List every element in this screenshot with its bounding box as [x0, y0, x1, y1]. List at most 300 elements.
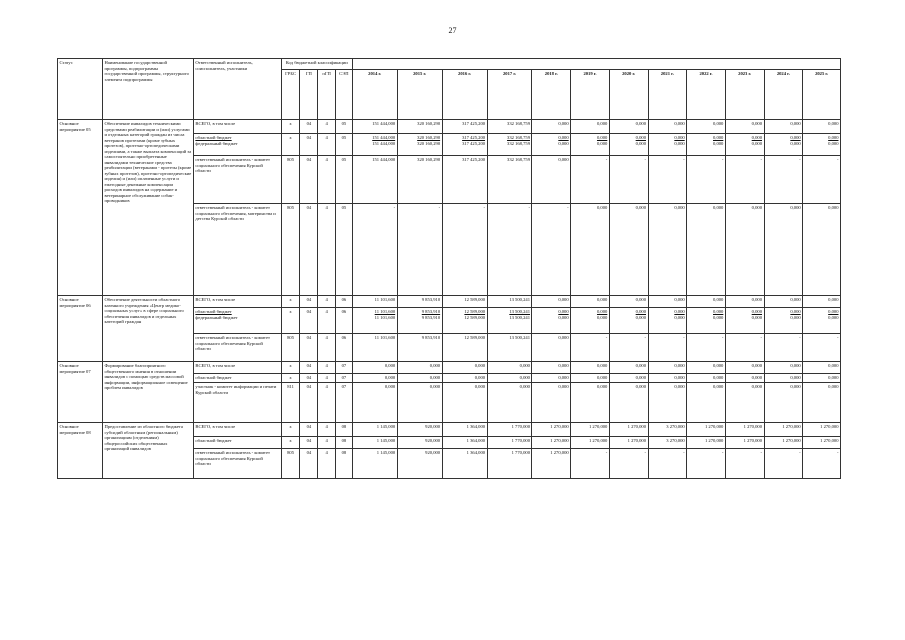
value-cell: 0,000 — [687, 120, 726, 134]
value-cell: 0,000 — [397, 362, 442, 374]
header-year: 2014 г. — [352, 70, 397, 120]
executor-cell: ответственный исполнитель - комитет социального обеспечения Курской области — [193, 156, 281, 204]
value-cell — [803, 308, 841, 334]
code-cell: 04 — [300, 134, 318, 156]
value-cell: 0,000 — [648, 362, 687, 374]
value: 0,000 — [596, 309, 608, 314]
value: 0,000 — [558, 140, 569, 146]
code-cell: 4 — [318, 204, 336, 296]
code-cell: х — [281, 296, 300, 308]
value-cell: 1 270,000 — [764, 437, 803, 449]
value: 320 160,290 — [417, 140, 441, 146]
value-cell: 332 168,759 — [487, 120, 532, 134]
value: 0,000 — [674, 135, 685, 140]
value-cell: 0,000 — [648, 383, 687, 423]
code-cell: 04 — [300, 423, 318, 437]
name-cell: Формирование благоприятного общественного мнения в отношении инвалидов с помощью средств массовой информации, информационное освещение проблем инвалидов — [102, 362, 193, 423]
executor-cell: ВСЕГО, в том числе — [193, 120, 281, 134]
value-cell: 1 770,000 — [487, 449, 532, 479]
value-cell: - — [725, 334, 764, 362]
code-cell: 04 — [300, 308, 318, 334]
value-cell: 0,000 — [687, 296, 726, 308]
value-cell — [487, 134, 532, 156]
code-cell: 05 — [336, 120, 353, 134]
header-year: 2017 г. — [487, 70, 532, 120]
code-cell: 04 — [300, 296, 318, 308]
value: 0,000 — [751, 135, 763, 140]
value-cell: 0,000 — [397, 383, 442, 423]
value: 0,000 — [674, 140, 685, 146]
value-cell: 0,000 — [803, 374, 841, 383]
value-cell: - — [803, 334, 841, 362]
code-cell: 08 — [336, 449, 353, 479]
value-cell: 1 270,000 — [725, 437, 764, 449]
code-cell: х — [281, 308, 300, 334]
value-cell — [532, 308, 571, 334]
value-cell: - — [725, 449, 764, 479]
value-cell: 151 444,000 — [352, 120, 397, 134]
value: 0,000 — [558, 314, 569, 320]
code-cell: х — [281, 120, 300, 134]
value-cell — [725, 134, 764, 156]
header-year: 2016 г. — [442, 70, 487, 120]
code-cell: 04 — [300, 374, 318, 383]
header-executor: Ответственный исполнитель, соисполнитель, участники — [193, 59, 281, 120]
value: 317 425,200 — [462, 135, 486, 140]
status-cell: Основное мероприятие 07 — [58, 362, 103, 423]
value-cell: 1 770,000 — [487, 423, 532, 437]
table-body — [58, 120, 841, 479]
value: 9 853,910 — [421, 314, 441, 320]
code-cell: 07 — [336, 383, 353, 423]
code-cell: 4 — [318, 334, 336, 362]
value-cell: 0,000 — [532, 334, 571, 362]
value-cell: - — [532, 204, 571, 296]
value-cell: 0,000 — [764, 204, 803, 296]
value-cell: 0,000 — [442, 383, 487, 423]
header-year: 2021 г. — [648, 70, 687, 120]
code-cell: 811 — [281, 383, 300, 423]
header-code: ГРБС — [281, 70, 300, 120]
executor-label: областной бюджет — [195, 135, 232, 140]
value-cell: 3 270,000 — [648, 437, 687, 449]
value-cell: 0,000 — [687, 374, 726, 383]
value: 11 101,600 — [374, 314, 396, 320]
value: 0,000 — [828, 314, 839, 320]
executor-cell: ответственный исполнитель - комитет социального обеспечения Курской области — [193, 334, 281, 362]
header-name: Наименование государственной программы, подпрограммы государственной программы, структурного элемента подпрограммы — [102, 59, 193, 120]
value-cell: 0,000 — [532, 362, 571, 374]
value: 0,000 — [635, 309, 646, 314]
value-cell — [532, 134, 571, 156]
value-cell: - — [803, 449, 841, 479]
value-cell: 0,000 — [803, 362, 841, 374]
header-year: 2018 г. — [532, 70, 571, 120]
value: 0,000 — [596, 135, 608, 140]
value-cell: 0,000 — [487, 362, 532, 374]
value: 0,000 — [751, 314, 763, 320]
value-cell — [487, 308, 532, 334]
value-cell: - — [648, 334, 687, 362]
code-cell: 05 — [336, 204, 353, 296]
code-cell: 07 — [336, 362, 353, 374]
value: 0,000 — [751, 140, 763, 146]
value-cell: - — [764, 449, 803, 479]
value-cell — [609, 134, 648, 156]
value-cell: 0,000 — [803, 120, 841, 134]
value-cell: 1 270,000 — [571, 423, 610, 437]
executor-cell: ВСЕГО, в том числе — [193, 296, 281, 308]
code-cell: 04 — [300, 449, 318, 479]
value-cell: 12 589,000 — [442, 334, 487, 362]
value-cell: 0,000 — [609, 362, 648, 374]
value-cell: 332 168,759 — [487, 156, 532, 204]
value-cell: 0,000 — [352, 362, 397, 374]
table-header — [58, 59, 841, 120]
value-cell: 1 270,000 — [532, 437, 571, 449]
value: 332 168,759 — [507, 135, 530, 140]
value-cell: 0,000 — [571, 362, 610, 374]
value-cell: 0,000 — [764, 120, 803, 134]
value-cell: - — [648, 156, 687, 204]
value-cell: 317 425,200 — [442, 156, 487, 204]
code-cell: 4 — [318, 296, 336, 308]
value: 0,000 — [635, 314, 646, 320]
executor-cell: ответственный исполнитель - комитет социального обеспечения Курской области — [193, 449, 281, 479]
value: 0,000 — [596, 314, 608, 320]
code-cell: 04 — [300, 334, 318, 362]
header-year: 2022 г. — [687, 70, 726, 120]
value-cell: 1 270,000 — [725, 423, 764, 437]
value: 0,000 — [790, 309, 801, 314]
value-cell: 320 160,290 — [397, 120, 442, 134]
value-cell: - — [609, 156, 648, 204]
value-cell: 0,000 — [725, 383, 764, 423]
value-cell: 0,000 — [725, 204, 764, 296]
value-cell — [648, 134, 687, 156]
executor-cell: ВСЕГО, в том числе — [193, 362, 281, 374]
value-cell: - — [571, 156, 610, 204]
code-cell: 805 — [281, 156, 300, 204]
code-cell: 07 — [336, 374, 353, 383]
value: 320 160,290 — [417, 135, 441, 140]
header-year: 2019 г. — [571, 70, 610, 120]
value: 13 500,241 — [509, 314, 530, 320]
value-cell: - — [725, 156, 764, 204]
executor-label: областной бюджет — [195, 309, 232, 314]
value-cell — [803, 134, 841, 156]
value-cell: 1 270,000 — [609, 423, 648, 437]
value-cell — [687, 308, 726, 334]
value-cell: 0,000 — [442, 362, 487, 374]
code-cell: 4 — [318, 437, 336, 449]
value-cell: 13 500,241 — [487, 334, 532, 362]
value: 0,000 — [635, 135, 646, 140]
value-cell: 920,000 — [397, 423, 442, 437]
value-cell: 0,000 — [532, 383, 571, 423]
code-cell: х — [281, 437, 300, 449]
header-year: 2024 г. — [764, 70, 803, 120]
value-cell: 0,000 — [532, 120, 571, 134]
header-code: СЭП — [336, 70, 353, 120]
name-cell: Обеспечение инвалидов техническими средствами реабилитации и (или) услугами и отдельных категорий граждан из числа ветеранов протезами (кроме зубных протезов), протезно-ортопедическими изделиями, а также выплата компенсаций за самостоятельно приобретенные инвалидами технические средства реабилитации (ветеранами - протезы (кроме зубных протезов), протезно-ортопедические изделия) и (или) оплаченные услуги и ежегодные денежные компенсации расходов инвалидов на содержание и ветеринарное обслуживание собак-проводников — [102, 120, 193, 296]
value-cell: 0,000 — [532, 296, 571, 308]
value-cell: 0,000 — [397, 374, 442, 383]
value-cell: - — [687, 334, 726, 362]
value-cell: 13 500,241 — [487, 296, 532, 308]
header-year: 2015 г. — [397, 70, 442, 120]
value-cell: 151 444,000 — [352, 156, 397, 204]
name-cell: Предоставление из областного бюджета субсидий областным (региональным) организациям (отделениям) общероссийских общественных организаций инвалидов — [102, 423, 193, 479]
value-cell — [352, 134, 397, 156]
value: 0,000 — [713, 135, 724, 140]
page-number: 27 — [448, 26, 457, 35]
value-cell: - — [609, 334, 648, 362]
value-cell — [648, 308, 687, 334]
value: 0,000 — [751, 309, 763, 314]
code-cell: 04 — [300, 204, 318, 296]
table-row — [58, 296, 841, 308]
code-cell: 04 — [300, 120, 318, 134]
value-cell: 0,000 — [648, 296, 687, 308]
value-cell: 1 270,000 — [571, 437, 610, 449]
value-cell: 0,000 — [609, 296, 648, 308]
executor-label: федеральный бюджет — [195, 140, 238, 146]
value-cell: - — [764, 334, 803, 362]
value-cell: 0,000 — [803, 204, 841, 296]
code-cell: 05 — [336, 156, 353, 204]
code-cell: 04 — [300, 437, 318, 449]
value-cell: 9 853,910 — [397, 296, 442, 308]
value-cell — [442, 134, 487, 156]
value-cell: - — [571, 449, 610, 479]
value: 11 101,600 — [374, 309, 396, 314]
value: 0,000 — [674, 309, 685, 314]
header-budget-code: Код бюджетной классификации — [281, 59, 352, 70]
value-cell — [609, 308, 648, 334]
value-cell: 1 270,000 — [687, 437, 726, 449]
code-cell: 06 — [336, 308, 353, 334]
value-cell: 0,000 — [571, 374, 610, 383]
value-cell: 317 425,200 — [442, 120, 487, 134]
value: 0,000 — [828, 135, 839, 140]
code-cell: 805 — [281, 204, 300, 296]
code-cell: х — [281, 362, 300, 374]
value-cell: 11 101,600 — [352, 334, 397, 362]
value: 0,000 — [790, 135, 801, 140]
code-cell: 4 — [318, 362, 336, 374]
value-cell: 0,000 — [442, 374, 487, 383]
value-cell: - — [687, 156, 726, 204]
header-year: 2020 г. — [609, 70, 648, 120]
value-cell: 0,000 — [687, 362, 726, 374]
name-cell: Обеспечение деятельности областного казенного учреждения «Центр медико-социальных услуг» в сфере социального обеспечения инвалидов и отдельных категорий граждан — [102, 296, 193, 362]
value-cell: 0,000 — [571, 204, 610, 296]
code-cell: 08 — [336, 437, 353, 449]
value-cell: - — [803, 156, 841, 204]
code-cell: 4 — [318, 156, 336, 204]
code-cell: 04 — [300, 362, 318, 374]
value-cell: 0,000 — [487, 374, 532, 383]
value: 12 589,000 — [464, 309, 486, 314]
header-years-group — [352, 59, 840, 70]
value-cell: - — [687, 449, 726, 479]
value-cell: 0,000 — [687, 383, 726, 423]
value-cell: 0,000 — [725, 362, 764, 374]
value: 151 444,000 — [372, 135, 396, 140]
value-cell: 1 270,000 — [764, 423, 803, 437]
value-cell: 0,000 — [648, 204, 687, 296]
value: 0,000 — [713, 140, 724, 146]
value-cell: 1 145,000 — [352, 449, 397, 479]
value-cell: 0,000 — [609, 383, 648, 423]
code-cell: 805 — [281, 449, 300, 479]
executor-cell — [193, 308, 281, 334]
code-cell: 06 — [336, 296, 353, 308]
status-cell: Основное мероприятие 06 — [58, 296, 103, 362]
code-cell: 08 — [336, 423, 353, 437]
value-cell — [571, 308, 610, 334]
value-cell: 0,000 — [725, 374, 764, 383]
code-cell: 06 — [336, 334, 353, 362]
value-cell: 9 853,910 — [397, 334, 442, 362]
executor-cell: участник - комитет информации и печати Курской области — [193, 383, 281, 423]
value-cell: 1 364,000 — [442, 423, 487, 437]
value-cell: 0,000 — [532, 374, 571, 383]
value-cell: - — [764, 156, 803, 204]
value-cell: 1 270,000 — [532, 423, 571, 437]
value-cell: 0,000 — [648, 374, 687, 383]
code-cell: 05 — [336, 134, 353, 156]
value-cell: 11 101,600 — [352, 296, 397, 308]
value-cell: 3 270,000 — [648, 423, 687, 437]
code-cell: 4 — [318, 308, 336, 334]
value: 0,000 — [790, 314, 801, 320]
value-cell — [764, 134, 803, 156]
header-year: 2025 г. — [803, 70, 841, 120]
budget-table — [57, 58, 841, 479]
value-cell: 0,000 — [803, 296, 841, 308]
value: 0,000 — [828, 140, 839, 146]
value: 0,000 — [635, 140, 646, 146]
header-code: ГП — [300, 70, 318, 120]
code-cell: х — [281, 423, 300, 437]
value-cell: 1 270,000 — [687, 423, 726, 437]
value-cell: 0,000 — [764, 296, 803, 308]
header-year: 2023 г. — [725, 70, 764, 120]
value-cell: 0,000 — [487, 383, 532, 423]
value-cell: 1 270,000 — [609, 437, 648, 449]
code-cell: 805 — [281, 334, 300, 362]
value: 317 425,200 — [462, 140, 486, 146]
status-cell: Основное мероприятие 05 — [58, 120, 103, 296]
value: 0,000 — [790, 140, 801, 146]
executor-label: федеральный бюджет — [195, 314, 238, 320]
value-cell: 1 270,000 — [803, 423, 841, 437]
table-row — [58, 423, 841, 437]
code-cell: 4 — [318, 134, 336, 156]
value-cell: 0,000 — [764, 362, 803, 374]
value: 13 500,241 — [509, 309, 530, 314]
value: 151 444,000 — [372, 140, 396, 146]
value: 332 168,759 — [507, 140, 530, 146]
value-cell: 0,000 — [764, 383, 803, 423]
value-cell: - — [397, 204, 442, 296]
value-cell: 920,000 — [397, 449, 442, 479]
value-cell: - — [487, 204, 532, 296]
value-cell — [764, 308, 803, 334]
code-cell: 04 — [300, 156, 318, 204]
value: 0,000 — [558, 309, 569, 314]
value: 12 589,000 — [464, 314, 486, 320]
value-cell: 0,000 — [725, 120, 764, 134]
value-cell — [571, 134, 610, 156]
header-code: пГП — [318, 70, 336, 120]
value-cell — [725, 308, 764, 334]
value-cell: 12 589,000 — [442, 296, 487, 308]
value-cell: 920,000 — [397, 437, 442, 449]
value: 0,000 — [596, 140, 608, 146]
value: 0,000 — [674, 314, 685, 320]
header-status: Статус — [58, 59, 103, 120]
value-cell: - — [648, 449, 687, 479]
value: 0,000 — [828, 309, 839, 314]
value-cell: 0,000 — [352, 383, 397, 423]
value-cell: 0,000 — [609, 374, 648, 383]
value-cell: 0,000 — [609, 120, 648, 134]
value-cell: 1 364,000 — [442, 449, 487, 479]
value-cell: 1 270,000 — [803, 437, 841, 449]
value-cell: 0,000 — [571, 383, 610, 423]
code-cell: х — [281, 134, 300, 156]
table-row — [58, 362, 841, 374]
status-cell: Основное мероприятие 08 — [58, 423, 103, 479]
value-cell: 0,000 — [764, 374, 803, 383]
value-cell: 0,000 — [609, 204, 648, 296]
value-cell: - — [571, 334, 610, 362]
value-cell: 0,000 — [687, 204, 726, 296]
value-cell: 1 145,000 — [352, 423, 397, 437]
value-cell: 1 364,000 — [442, 437, 487, 449]
value-cell — [397, 308, 442, 334]
value-cell: 0,000 — [803, 383, 841, 423]
code-cell: 4 — [318, 383, 336, 423]
executor-cell: ВСЕГО, в том числе — [193, 423, 281, 437]
executor-cell: ответственный исполнитель - комитет социального обеспечения, материнства и детства Курской области — [193, 204, 281, 296]
value-cell: 0,000 — [648, 120, 687, 134]
code-cell: 4 — [318, 120, 336, 134]
value-cell: - — [442, 204, 487, 296]
executor-cell — [193, 134, 281, 156]
table-row — [58, 120, 841, 134]
value-cell: 1 145,000 — [352, 437, 397, 449]
code-cell: 04 — [300, 383, 318, 423]
value-cell: 0,000 — [532, 156, 571, 204]
value: 0,000 — [713, 309, 724, 314]
value-cell: 0,000 — [725, 296, 764, 308]
value-cell: 0,000 — [571, 296, 610, 308]
value-cell: 0,000 — [352, 374, 397, 383]
code-cell: 4 — [318, 423, 336, 437]
value-cell: 1 270,000 — [532, 449, 571, 479]
value-cell: 0,000 — [571, 120, 610, 134]
code-cell: х — [281, 374, 300, 383]
code-cell: 4 — [318, 374, 336, 383]
value-cell — [397, 134, 442, 156]
value-cell — [352, 308, 397, 334]
value-cell: 320 160,290 — [397, 156, 442, 204]
value-cell: - — [352, 204, 397, 296]
